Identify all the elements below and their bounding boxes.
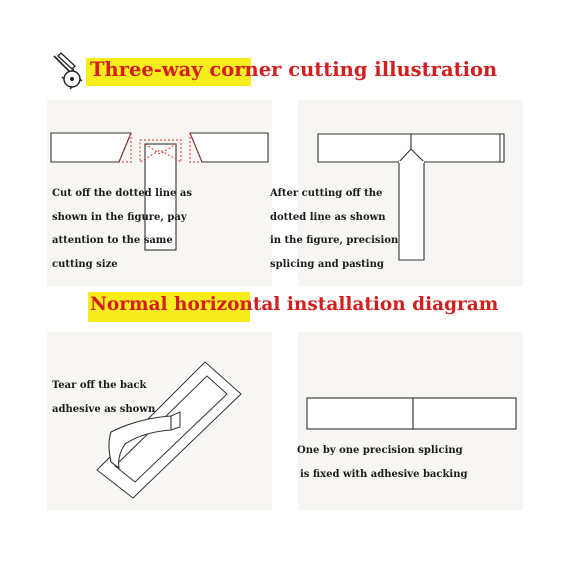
tear-diagram — [47, 332, 272, 510]
caption-fixed: One by one precision splicing is fixed with adhesive backing — [297, 445, 468, 480]
section-title-corner: Three-way corner cutting illustration — [90, 58, 498, 81]
caption-tear: Tear off the back adhesive as shown — [52, 380, 156, 415]
caption-cut: Cut off the dotted line as shown in the figure, pay attention to the same cutting size — [52, 188, 192, 270]
strip-right — [413, 398, 516, 429]
right-strip — [190, 133, 268, 162]
section-title-horizontal: Normal horizontal installation diagram — [90, 294, 499, 315]
saw-blade-icon — [48, 52, 88, 90]
left-strip — [51, 133, 131, 162]
strip-left — [307, 398, 413, 429]
t-stem — [399, 149, 424, 260]
caption-splice: After cutting off the dotted line as shown in the figure, precision splicing and pasting — [270, 188, 399, 270]
